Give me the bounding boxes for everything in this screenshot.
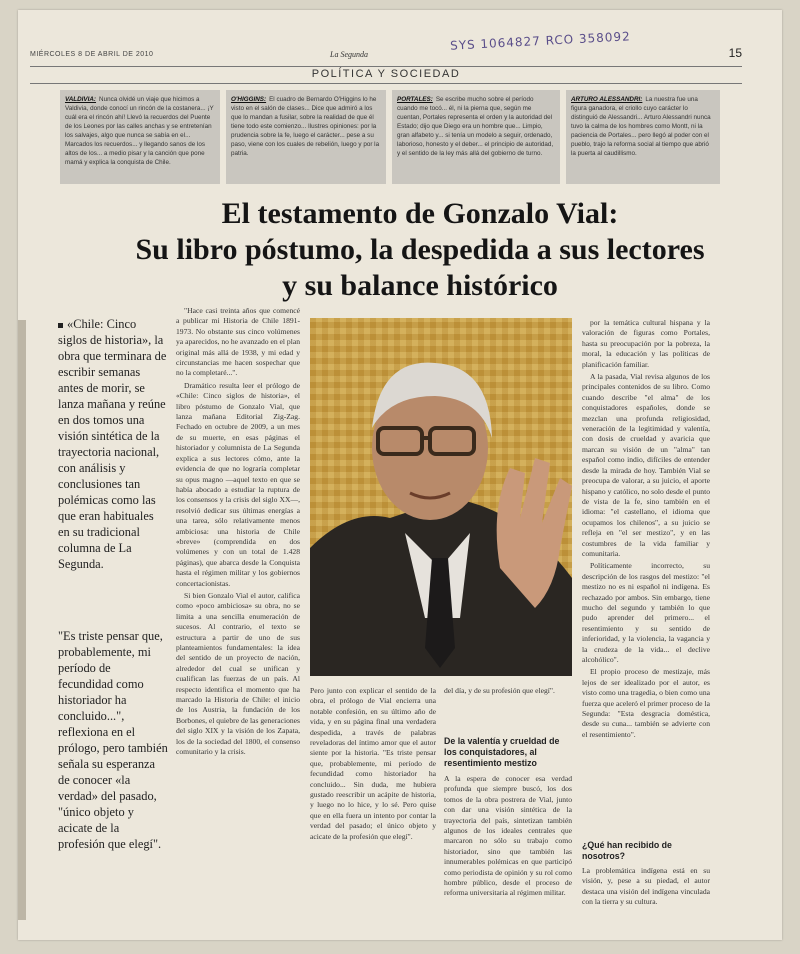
brief-text: Nunca olvidé un viaje que hicimos a Valdivia, donde conocí un rincón de la costanera... ¡Y cuál era el rincón ahí! Llevó la recuerdos del Puente de los Leones por las calles anchas y se entretenían los salvajes, algo que nunca se sabía en el... Marcados los recuerdos... y llegando sanos de los altos de los... a medio pisar y la canción que pone mamá y explica la conquista de Chile.: [65, 96, 214, 166]
body-column-3-top: del día, y de su profesión que elegí".: [444, 686, 555, 695]
body-column-2: Pero junto con explicar el sentido de la obra, el prólogo de Vial encierra una notable confesión, en su último año de vida, y en su página final una verdadera despedida, a través de palabras reveladoras del íntimo amor que el autor siente por la historia. "Es triste pensar que, probablemente, mi período de fecundidad como historiador ha concluido... Sin duda, me hubiera gustado reescribir un acápite de historia, y luego no lo hice, y lo sé. Pero quise que en ella fuera un intento por contar la verdad del pasado; el único objeto y acicate de la profesión que elegí".: [310, 686, 436, 841]
lead-text: «Chile: Cinco siglos de historia», la obra que terminara de escribir semanas antes de morir, se lanza mañana y reúne en dos tomos una visión sintética de la trayectoria nacional, con análisis y conclusiones tan polémicas como las que eran habituales en su tradicional columna de La Segunda.: [58, 317, 167, 571]
headline-line-3: y su balance histórico: [282, 269, 558, 302]
brief-alessandri: [566, 90, 720, 184]
brief-name: ARTURO ALESSANDRI:: [571, 96, 643, 103]
article-headline: [100, 196, 740, 304]
article-lead: [58, 316, 168, 572]
torn-edge: [18, 320, 26, 920]
brief-text: La nuestra fue una figura ganadora, el criollo cuyo carácter lo distinguió de Alessandri... Arturo Alessandri nunca tuvo la calma de los hombres como Montt, ni la paciencia de Portales... pero llegó al poder con el pueblo, trajo la reforma social al tiempo que abrió la puerta al caudillismo.: [571, 96, 711, 157]
opinion-briefs-strip: [60, 90, 720, 184]
brief-name: VALDIVIA:: [65, 96, 97, 103]
page-number: 15: [728, 46, 742, 60]
body-column-1: [176, 306, 300, 896]
paragraph: Dramático resulta leer el prólogo de «Chile: Cinco siglos de historia», el libro póstumo de Gonzalo Vial, que lanza mañana Editorial Zig-Zag. Fechado en octubre de 2009, a un mes de su muerte, en esas páginas el historiador y columnista de La Segunda explica a sus lectores cómo, ante la evidencia de que no lograría completar su opus magno —aquel texto en que se había abocado a estudiar la ruptura de los consensos y la crisis del siglo XX—, resolvió dedicar sus últimas energías a una tarea, sólo relativamente menos ambiciosa: una historia de Chile «breve» (comprendida en dos volúmenes y con un total de 1.428 páginas), que abarca desde la Conquista hasta el régimen militar y los gobiernos concertacionistas.: [176, 380, 300, 588]
paragraph: El propio proceso de mestizaje, más lejos de ser idealizado por el autor, es visto como una tragedia, o bien como una fuerza que aceleró el primer proceso de la Segunda: "Esta desgracia doméstica, desde su cuna... también se advierte con el resentimiento".: [582, 667, 710, 739]
brief-text: El cuadro de Bernardo O'Higgins lo he visto en el salón de clases... Dice que admiró a los que lo mandan a fusilar, sobre la realidad de que él tiene todo este comienzo... Ilustres opiniones: por la prudencia sobre la fe, luego el carácter... pese a su paso, viene con los cuales de rebelión, luego y por la patria.: [231, 96, 380, 157]
newspaper-name: La Segunda: [330, 50, 368, 59]
section-title: POLÍTICA Y SOCIEDAD: [311, 68, 461, 80]
brief-portales: [392, 90, 560, 184]
paragraph: Políticamente incorrecto, su descripción de los rasgos del mestizo: "el mestizo no es ni español ni indígena. Es rechazado por ambos. Sin embargo, tiene mucho del segundo y también lo que pudo aprender del primero... el resentimiento y su sentido de inferioridad, y la violencia, la vagancia y la crudeza de la vida... el declive alcohólico".: [582, 561, 710, 664]
paragraph: Si bien Gonzalo Vial el autor, califica como «poco ambiciosa» su obra, no se limita a una sencilla enumeración de sucesos. Al contrario, el texto se estructura a partir de uno de sus planteamientos fundamentales: la idea del sentido de un proyecto de nación, alrededor del cual se unifican y cualifican las fuerzas de un país. Al respecto identifica el momento que ha marcado la Historia de Chile: el inicio de los Austria, la fundación de los Borbones, el quiebre de las generaciones del siglo XIX y la visión de los Zapata, los de la sociedad del 1800, el consenso comunitario y la crisis.: [176, 590, 300, 757]
section-rule-bottom: [30, 83, 742, 84]
page-header: [30, 29, 742, 62]
portrait-illustration: [310, 318, 572, 676]
headline-line-2: Su libro póstumo, la despedida a sus lectores: [135, 233, 705, 266]
archive-handwritten-code: SYS 1064827 RCO 358092: [449, 29, 632, 53]
brief-name: O'HIGGINS:: [231, 96, 267, 103]
brief-name: PORTALES:: [397, 96, 433, 103]
pull-quote: "Es triste pensar que, probablemente, mi período de fecundidad como historiador ha concluido...", reflexiona en el prólogo, pero también señala su esperanza de conocer «la verdad» del pasado, "único objeto y acicate de la profesión que elegí".: [58, 629, 168, 851]
body-column-3: A la espera de conocer esa verdad profunda que siempre buscó, los dos tomos de la obra postrera de Vial, junto con dar una visión sintética de la trayectoria del país, sintetizan también algunos de los ideales centrales que marcaron no sólo su trabajo como historiador, sino que también las innumerables polémicas en que participó como periodista de opinión y su rol como hombre público, desde el proceso de reforma universitaria al régimen militar.: [444, 774, 572, 898]
paragraph: A la pasada, Vial revisa algunos de los principales contenidos de su libro. Como cuando describe "el alma" de los conquistadores españoles, donde se mezclan una profunda religiosidad, veneración de la legitimidad y valentía, con dosis de crueldad y avaricia que marcan su visión de un "alma" tan español como indio, difíciles de entender desde la mirada de hoy. También Vial se preocupa de valorar, a su juicio, el aporte hispano y católico, no solo desde el punto de vista de la fe, sino también en el idioma: "el castellano, el idioma que ocupamos los chilenos", a su juicio se refleja en "el ser mestizo", y en las costumbres de la vida familiar y comunitaria.: [582, 372, 710, 558]
paragraph: "Hace casi treinta años que comencé a publicar mi Historia de Chile 1891-1973. No obstante sus cinco volúmenes ya aparecidos, no he avanzado en el plan original más allá de 1938, y mi edad y circunstancias me hacen sospechar que no la completaré...".: [176, 306, 300, 378]
headline-line-1: El testamento de Gonzalo Vial:: [221, 197, 619, 230]
brief-text: Se escribe mucho sobre el período cuando me tocó... él, ni la pierna que, según me cuentan, Portales representa el orden y la autoridad del Estado; dijo que Diego era un hombre que... Limpio, gran alfabeto y... si tenía un modelo a seguir, ordenado, laborioso, honesto y el deber... el principio de autoridad, y el sentido de la ley más allá del gobierno de turno.: [397, 96, 554, 157]
body-column-4: [582, 318, 710, 796]
section-rule-top: [30, 66, 742, 67]
subheading-que-han-recibido: ¿Qué han recibido de nosotros?: [582, 840, 672, 861]
brief-ohiggins: [226, 90, 386, 184]
bullet-square-icon: [58, 323, 63, 328]
portrait-photo: [310, 318, 572, 676]
paragraph: por la temática cultural hispana y la valoración de figuras como Portales, hasta su preocupación por la pobreza, la moral, la educación y las políticas de planificación familiar.: [582, 318, 710, 369]
body-column-5: La problemática indígena está en su visión, y, pese a su piedad, el autor destaca una visión del indígena vinculada con la tierra y su cultura.: [582, 866, 710, 906]
brief-valdivia: [60, 90, 220, 184]
issue-date: MIÉRCOLES 8 DE ABRIL DE 2010: [30, 51, 154, 58]
subheading-conquistadores: De la valentía y crueldad de los conquistadores, al resentimiento mestizo: [444, 736, 560, 768]
